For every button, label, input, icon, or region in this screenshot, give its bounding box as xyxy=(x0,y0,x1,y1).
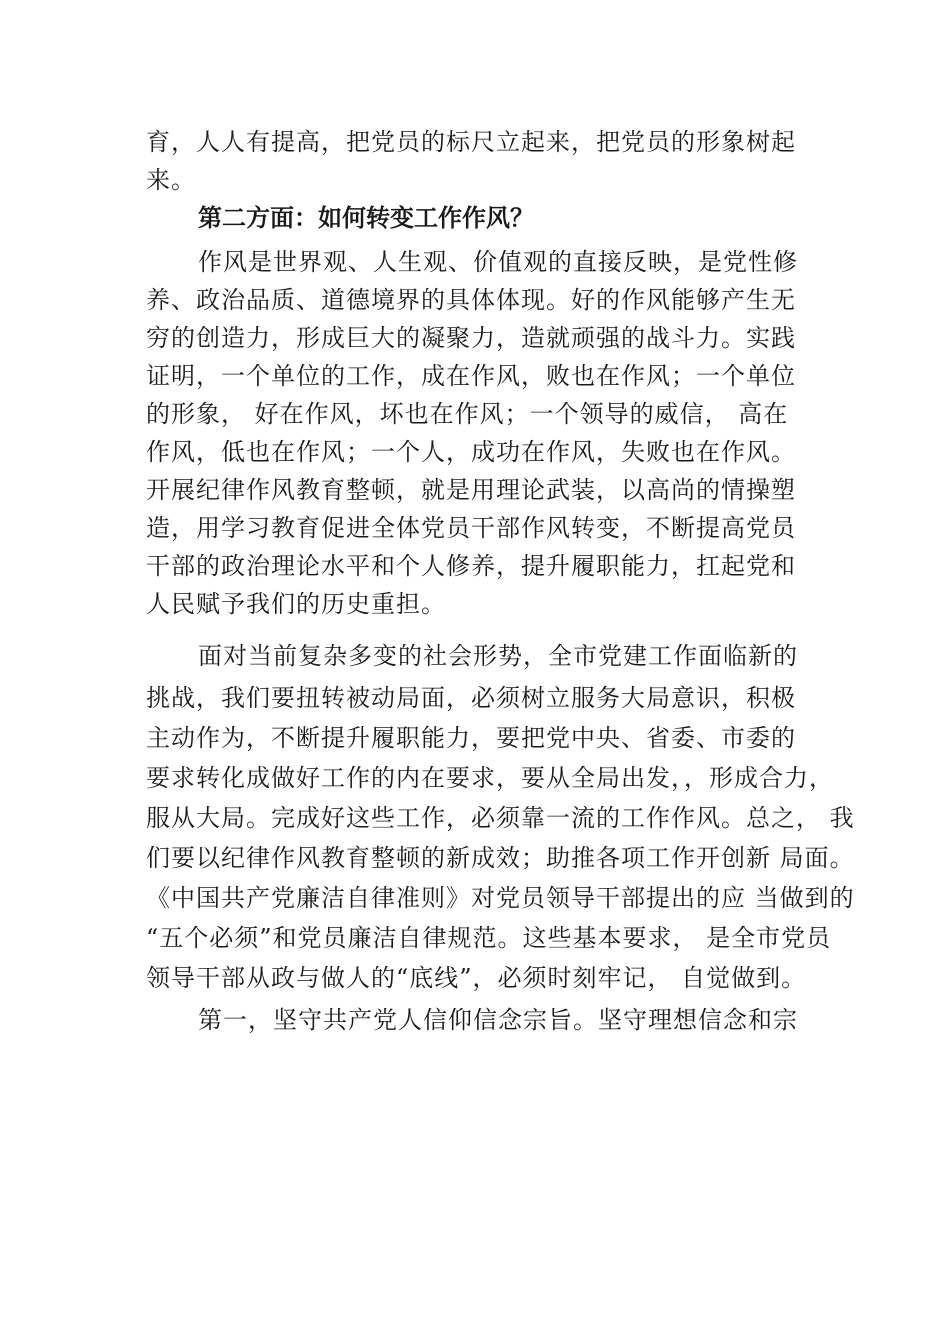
text-line: 作风，低也在作风；一个人，成功在作风，失败也在作风。 xyxy=(146,438,796,466)
text-line: 领导干部从政与做人的“底线”，必须时刻牢记， 自觉做到。 xyxy=(146,964,807,992)
text-line: 干部的政治理论水平和个人修养，提升履职能力，扛起党和 xyxy=(146,552,796,580)
text-line: 养、政治品质、道德境界的具体体现。好的作风能够产生无 xyxy=(146,286,796,314)
paragraph-first-line: 作风是世界观、人生观、价值观的直接反映，是党性修 xyxy=(198,248,798,276)
text-line: 穷的创造力，形成巨大的凝聚力，造就顽强的战斗力。实践 xyxy=(146,324,796,352)
paragraph-first-line: 第一，坚守共产党人信仰信念宗旨。坚守理想信念和宗 xyxy=(198,1006,798,1034)
text-line: 人民赋予我们的历史重担。 xyxy=(146,590,446,618)
text-line: 要求转化成做好工作的内在要求，要从全局出发，，形成合力， xyxy=(146,764,834,792)
text-line: 开展纪律作风教育整顿，就是用理论武装，以高尚的情操塑 xyxy=(146,476,796,504)
text-line: 的形象， 好在作风，坏也在作风；一个领导的威信， 高在 xyxy=(146,400,789,428)
text-line: 证明，一个单位的工作，成在作风，败也在作风；一个单位 xyxy=(146,362,796,390)
text-line: 服从大局。完成好这些工作，必须靠一流的工作作风。总之， 我 xyxy=(146,804,855,832)
text-line: 《中国共产党廉洁自律准则》对党员领导干部提出的应 当做到的 xyxy=(146,884,855,912)
paragraph-first-line: 面对当前复杂多变的社会形势，全市党建工作面临新的 xyxy=(198,642,798,670)
text-line: 挑战，我们要扭转被动局面，必须树立服务大局意识，积极 xyxy=(146,684,796,712)
text-line: 造，用学习教育促进全体党员干部作风转变，不断提高党员 xyxy=(146,514,796,542)
text-line: 们要以纪律作风教育整顿的新成效；助推各项工作开创新 局面。 xyxy=(146,844,855,872)
text-line: 育，人人有提高，把党员的标尺立起来，把党员的形象树起 xyxy=(146,128,796,156)
text-line: 主动作为，不断提升履职能力，要把党中央、省委、市委的 xyxy=(146,724,796,752)
section-heading: 第二方面：如何转变工作作风？ xyxy=(198,204,534,232)
text-line: 来。 xyxy=(146,166,196,194)
text-line: “五个必须”和党员廉洁自律规范。这些基本要求， 是全市党员 xyxy=(146,924,832,952)
